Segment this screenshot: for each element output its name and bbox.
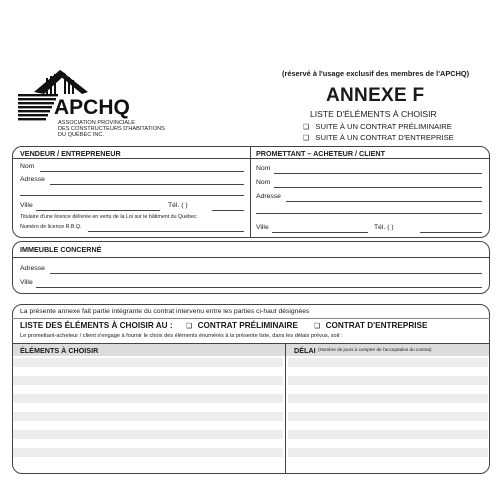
exclusive-use-note: (réservé à l'usage exclusif des membres de l'APCHQ) — [282, 69, 470, 78]
liste-option-prelim-label: CONTRAT PRÉLIMINAIRE — [197, 321, 298, 330]
table-row[interactable] — [13, 376, 283, 385]
vendeur-ville-label: Ville — [20, 202, 33, 209]
table-row-delai[interactable] — [288, 376, 488, 385]
vendeur-adresse-field-2[interactable] — [20, 195, 244, 196]
vendeur-adresse-label: Adresse — [20, 176, 45, 183]
liste-option-entreprise-label: CONTRAT D'ENTREPRISE — [325, 321, 428, 330]
immeuble-ville-field[interactable] — [36, 287, 482, 288]
liste-option-prelim-row — [186, 322, 298, 330]
parties-panel — [12, 146, 490, 238]
org-name-line-3: DU QUÉBEC INC. — [58, 132, 104, 138]
vendeur-tel-label: Tél. ( ) — [168, 202, 188, 209]
promettant-tel-label: Tél. ( ) — [374, 224, 394, 231]
parties-divider — [250, 146, 251, 238]
vendeur-licence-field[interactable] — [88, 231, 244, 232]
org-name-line-2: DES CONSTRUCTEURS D'HABITATIONS — [58, 126, 165, 132]
liste-column-divider — [285, 344, 286, 474]
page-title: ANNEXE F — [326, 85, 425, 106]
vendeur-title: VENDEUR / ENTREPRENEUR — [20, 149, 121, 158]
table-row[interactable] — [13, 358, 283, 367]
table-row-delai[interactable] — [288, 358, 488, 367]
liste-intro: La présente annexe fait partie intégrante du contrat intervenu entre les parties ci-haut désignées — [20, 308, 310, 315]
promettant-title: PROMETTANT – ACHETEUR / CLIENT — [256, 149, 385, 158]
promettant-nom2-label: Nom — [256, 179, 271, 186]
promettant-nom1-label: Nom — [256, 165, 271, 172]
promettant-adresse-label: Adresse — [256, 193, 281, 200]
table-row-delai[interactable] — [288, 430, 488, 439]
promettant-nom1-field[interactable] — [274, 173, 482, 174]
option-preliminaire-label: SUITE À UN CONTRAT PRÉLIMINAIRE — [315, 122, 452, 131]
page-subtitle: LISTE D'ÉLÉMENTS À CHOISIR — [310, 109, 437, 119]
immeuble-adresse-label: Adresse — [20, 265, 45, 272]
parties-header-rule — [12, 158, 490, 159]
liste-intro-rule — [12, 318, 490, 319]
promettant-adresse-field-2[interactable] — [256, 213, 482, 214]
table-row[interactable] — [13, 394, 283, 403]
table-row[interactable] — [13, 412, 283, 421]
immeuble-title: IMMEUBLE CONCERNÉ — [20, 245, 102, 254]
vendeur-nom-field[interactable] — [40, 171, 244, 172]
option-entreprise-label: SUITE À UN CONTRAT D'ENTREPRISE — [315, 133, 454, 142]
table-row[interactable] — [13, 430, 283, 439]
col-delai-note: (Nombre de jours à compter de l'acceptation du contrat) — [318, 347, 432, 352]
col-delai-header: DÉLAI — [294, 346, 316, 355]
logo-wordmark: APCHQ — [54, 96, 130, 119]
promettant-tel-field[interactable] — [420, 232, 482, 233]
immeuble-header-rule — [12, 257, 490, 258]
option-entreprise-row — [303, 134, 454, 142]
table-row[interactable] — [13, 448, 283, 457]
checkbox-icon[interactable]: ❑ — [303, 135, 310, 142]
promettant-nom2-field[interactable] — [274, 187, 482, 188]
vendeur-adresse-field[interactable] — [50, 184, 244, 185]
promettant-ville-field[interactable] — [272, 232, 368, 233]
table-row-delai[interactable] — [288, 412, 488, 421]
promettant-adresse-field[interactable] — [286, 201, 482, 202]
table-row-delai[interactable] — [288, 394, 488, 403]
checkbox-icon[interactable]: ❑ — [314, 323, 321, 330]
liste-engagement: Le promettant-acheteur / client s'engage à fournir le choix des éléments énumérés à la présente liste, dans les délais prévus, soit : — [20, 333, 343, 339]
promettant-ville-label: Ville — [256, 224, 269, 231]
option-preliminaire-row — [303, 123, 452, 131]
checkbox-icon[interactable]: ❑ — [303, 124, 310, 131]
table-row-delai[interactable] — [288, 448, 488, 457]
immeuble-ville-label: Ville — [20, 279, 33, 286]
vendeur-tel-field[interactable] — [212, 210, 244, 211]
vendeur-nom-label: Nom — [20, 163, 35, 170]
checkbox-icon[interactable]: ❑ — [186, 323, 193, 330]
org-name-line-1: ASSOCIATION PROVINCIALE — [58, 120, 135, 126]
vendeur-licence-note: Titulaire d'une licence délivrée en vertu de la Loi sur le bâtiment du Québec — [20, 214, 197, 220]
liste-option-entreprise-row — [314, 322, 427, 330]
col-elements-header: ÉLÉMENTS À CHOISIR — [20, 346, 99, 355]
liste-choose-label: LISTE DES ÉLÉMENTS À CHOISIR AU : — [20, 321, 173, 330]
vendeur-licence-label: Numéro de licence R.B.Q. — [20, 224, 82, 230]
vendeur-ville-field[interactable] — [36, 210, 160, 211]
immeuble-adresse-field[interactable] — [50, 273, 482, 274]
